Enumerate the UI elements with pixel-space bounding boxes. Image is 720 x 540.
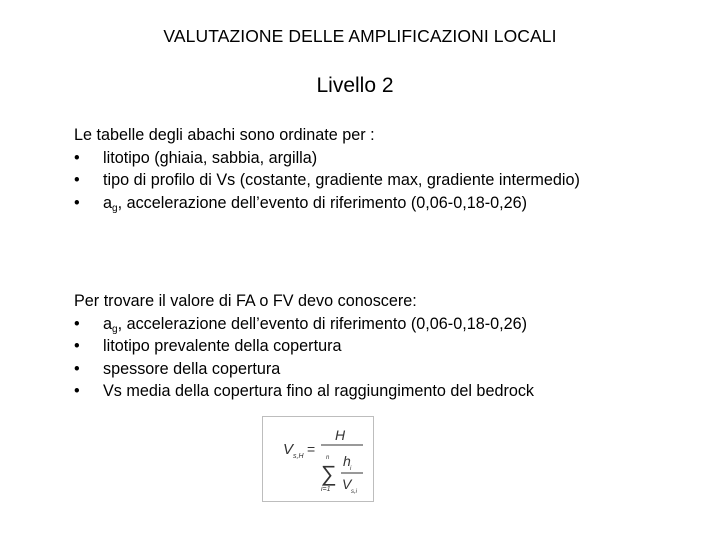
formula-numerator: H [335,427,346,443]
list-item [74,313,634,336]
formula-upper-limit: n [326,455,330,461]
section-requirements-list [74,313,634,403]
section-requirements-intro: Per trovare il valore di FA o FV devo conoscere: [74,292,417,310]
formula-lower-limit: i=1 [321,486,331,493]
list-item-text: Vs media della copertura fino al raggiungimento del bedrock [103,382,535,400]
formula-term-denominator-subscript: s,i [351,489,357,495]
formula-term-denominator: V [342,476,352,492]
list-item-text: litotipo (ghiaia, sabbia, argilla) [103,148,318,167]
bullet-icon: • [74,171,80,189]
bullet-icon: • [74,337,80,355]
list-item [74,335,634,358]
list-item-text: litotipo prevalente della copertura [103,337,342,355]
page-subtitle: Livello 2 [316,74,394,97]
vs-average-formula [262,416,374,502]
bullet-icon: • [74,359,80,378]
formula-graphic [263,417,373,501]
list-item-text: $a_g$, accelerazione dell’evento di riferimento (0,06-0,18-0,26) [103,193,527,214]
list-item [74,380,634,403]
list-item [74,147,634,170]
formula-equals: = [307,441,316,457]
page-title: VALUTAZIONE DELLE AMPLIFICAZIONI LOCALI [163,26,557,46]
section-abachi [74,124,634,214]
section-requirements [74,290,634,403]
list-item-text: spessore della copertura [103,359,281,378]
formula-lhs-subscript: s,H [293,453,304,460]
formula-lhs: V [283,441,294,458]
list-item-text: $a_g$, accelerazione dell’evento di riferimento (0,06-0,18-0,26) [103,314,527,335]
list-item [74,358,634,381]
formula-term-numerator-subscript: i [350,466,352,472]
section-abachi-list [74,147,634,215]
formula-sigma: ∑ [321,461,337,486]
list-item-text: tipo di profilo di Vs (costante, gradiente max, gradiente intermedio) [103,171,580,189]
formula-term-numerator: h [343,453,351,469]
bullet-icon: • [74,382,80,400]
bullet-icon: • [74,314,80,333]
bullet-icon: • [74,148,80,167]
bullet-icon: • [74,193,80,212]
list-item [74,169,634,192]
section-abachi-intro: Le tabelle degli abachi sono ordinate per : [74,126,375,144]
list-item [74,192,634,215]
